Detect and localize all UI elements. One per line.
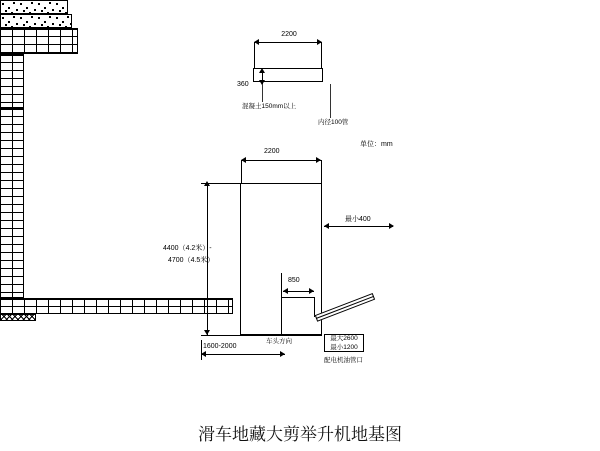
top-view-left-slab (0, 0, 68, 14)
side-view-width-dim: 2200 (264, 148, 280, 155)
pit-depth-dim-line1: 4400（4.2米）- (163, 245, 212, 252)
bottom-dim: 1600-2000 (203, 343, 237, 350)
concrete-note: 混凝土150mm以上 (242, 103, 297, 110)
car-direction-label: 车头方向 (266, 338, 292, 345)
pit-depth-dim-line2: 4700（4.5米） (168, 257, 215, 264)
figure-title: 滑车地藏大剪举升机地基图 (198, 425, 402, 444)
top-view-right-slab (0, 14, 72, 28)
cylinder-note-line1: 最大2600 (330, 335, 358, 342)
min-wall-dim: 最小400 (345, 216, 371, 223)
cylinder-note-line2: 最小1200 (330, 344, 358, 351)
pipe-note: 内径100管 (318, 119, 349, 126)
top-view-wall-brick-vertical (0, 54, 24, 108)
side-view-floor-brick (0, 298, 233, 314)
top-view-depth-dim: 360 (237, 81, 249, 88)
platform-dim: 850 (288, 277, 300, 284)
side-view-wall-brick (0, 108, 24, 298)
hydraulic-note: 配电机油管口 (324, 357, 363, 364)
floor-detail-block (0, 314, 36, 321)
top-view-wall-brick (0, 28, 78, 54)
top-view-width-dim: 2200 (281, 31, 297, 38)
hydraulic-cylinder (315, 293, 375, 322)
units-note: 单位：mm (360, 141, 393, 148)
